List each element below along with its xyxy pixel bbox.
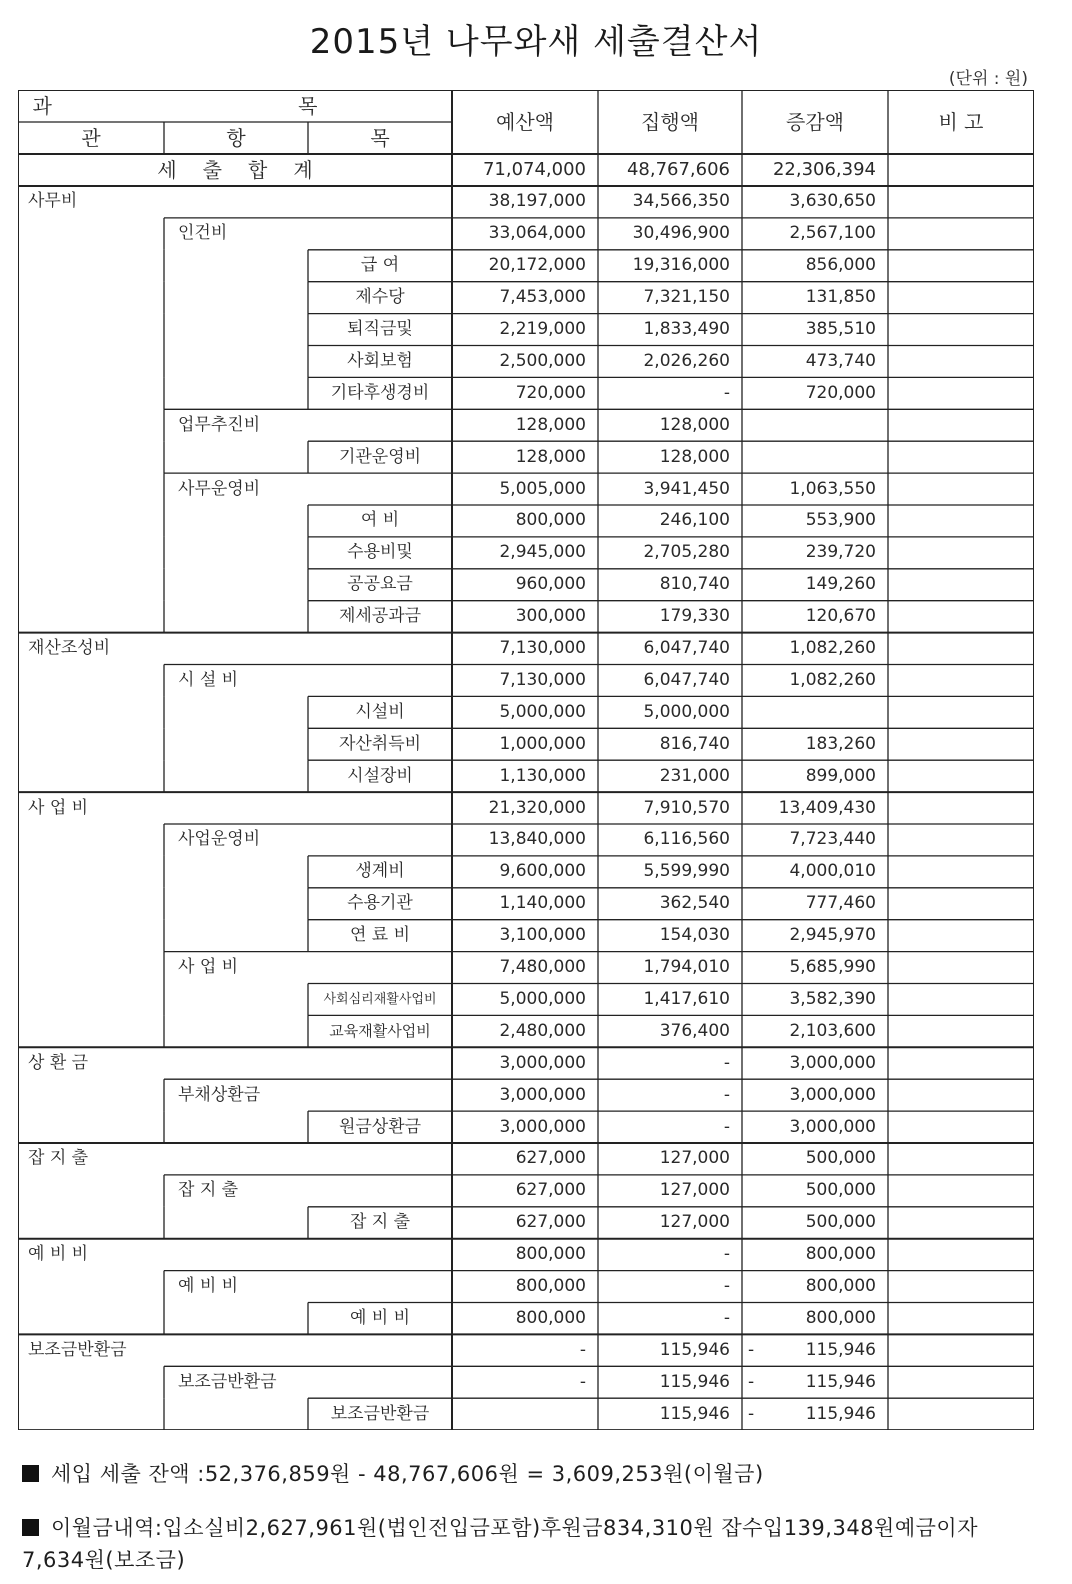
row-budget: 627,000 [515,1212,586,1233]
header-mok: 목 [370,126,390,150]
row-executed: 127,000 [659,1212,730,1233]
row-budget: 2,480,000 [499,1020,586,1041]
row-diff: 115,946 [805,1403,876,1424]
row-budget [452,1398,598,1430]
row-gwan: 재산조성비 [28,638,111,659]
row-executed: 127,000 [659,1180,730,1201]
row-executed: 30,496,900 [632,223,730,244]
row-mok: 여 비 [360,510,400,531]
row-diff: 800,000 [805,1244,876,1265]
row-mok: 퇴직금및 [347,319,413,340]
negative-sign: - [748,1404,755,1425]
row-executed: 5,000,000 [643,701,730,722]
row-diff: 856,000 [805,255,876,276]
row-mok: 시설장비 [347,765,413,786]
row-mok: 시설비 [355,701,405,722]
row-budget: 627,000 [515,1180,586,1201]
row-mok: 보조금반환금 [330,1403,430,1424]
row-diff: 131,850 [805,287,876,308]
row-executed: 19,316,000 [632,255,730,276]
row-budget: 1,140,000 [499,893,586,914]
header-gwan: 관 [81,126,101,150]
row-diff: 720,000 [805,382,876,403]
row-diff: 5,685,990 [789,957,876,978]
row-executed: 231,000 [659,765,730,786]
row-diff: 385,510 [805,319,876,340]
row-diff: 2,567,100 [789,223,876,244]
row-diff: 4,000,010 [789,861,876,882]
row-budget: 3,100,000 [499,925,586,946]
row-budget: - [579,1371,586,1392]
row-executed: 6,047,740 [643,669,730,690]
row-budget: 800,000 [515,1307,586,1328]
header-gwamok: 과 목 [32,94,438,118]
row-budget: - [579,1339,586,1360]
row-budget: 2,219,000 [499,319,586,340]
row-diff: 3,000,000 [789,1052,876,1073]
row-diff: 239,720 [805,542,876,563]
row-executed: 115,946 [659,1371,730,1392]
row-executed: 7,910,570 [643,797,730,818]
row-diff: 500,000 [805,1180,876,1201]
row-executed: 154,030 [659,925,730,946]
header-remark: 비 고 [938,110,984,134]
total-diff: 22,306,394 [772,159,876,180]
row-budget: 2,500,000 [499,350,586,371]
row-executed: - [723,1244,730,1265]
row-executed: - [723,382,730,403]
row-mok: 원금상환금 [338,1116,422,1137]
row-hang: 사무운영비 [178,478,261,499]
row-diff: 1,063,550 [789,478,876,499]
row-budget: 1,000,000 [499,733,586,754]
row-executed: 1,794,010 [643,957,730,978]
row-diff: 2,103,600 [789,1020,876,1041]
header-hang: 항 [226,126,246,150]
row-executed: 6,047,740 [643,638,730,659]
row-mok: 기타후생경비 [330,382,430,403]
row-diff: 3,582,390 [789,988,876,1009]
row-hang: 사 업 비 [178,957,239,978]
row-budget: 2,945,000 [499,542,586,563]
row-mok: 잡 지 출 [349,1212,411,1233]
row-mok: 예 비 비 [349,1307,411,1328]
row-budget: 1,130,000 [499,765,586,786]
total-budget: 71,074,000 [482,159,586,180]
row-diff [742,696,888,728]
row-diff [742,409,888,441]
row-executed: 246,100 [659,510,730,531]
header-executed: 집행액 [641,110,699,134]
row-mok: 수용기관 [347,893,413,914]
negative-sign: - [748,1340,755,1361]
row-mok: 교육재활사업비 [329,1021,431,1040]
row-budget: 800,000 [515,510,586,531]
row-budget: 9,600,000 [499,861,586,882]
square-bullet-icon [22,1519,39,1536]
row-executed: 7,321,150 [643,287,730,308]
row-budget: 3,000,000 [499,1052,586,1073]
row-budget: 7,130,000 [499,638,586,659]
row-budget: 21,320,000 [488,797,586,818]
row-hang: 부채상환금 [178,1084,261,1105]
row-budget: 20,172,000 [488,255,586,276]
balance-text: 세입 세출 잔액 :52,376,859원 - 48,767,606원 = 3,609,253원(이월금) [51,1462,764,1486]
negative-sign: - [748,1372,755,1393]
row-executed: 2,026,260 [643,350,730,371]
row-diff: 800,000 [805,1276,876,1297]
row-executed: - [723,1307,730,1328]
row-executed: 2,705,280 [643,542,730,563]
row-budget: 5,000,000 [499,701,586,722]
row-budget: 300,000 [515,606,586,627]
row-mok: 사회보험 [347,350,413,371]
row-mok: 생계비 [355,861,405,882]
row-diff: 2,945,970 [789,925,876,946]
row-executed: 127,000 [659,1148,730,1169]
row-diff: 13,409,430 [778,797,876,818]
row-gwan: 사 업 비 [28,797,89,818]
row-budget: 720,000 [515,382,586,403]
row-budget: 5,000,000 [499,988,586,1009]
row-hang: 시 설 비 [178,669,239,690]
row-mok: 급 여 [360,255,400,276]
row-diff: 553,900 [805,510,876,531]
row-diff: 1,082,260 [789,669,876,690]
row-diff: 3,000,000 [789,1084,876,1105]
row-diff: 500,000 [805,1148,876,1169]
row-hang: 업무추진비 [178,414,261,435]
carryover-note [22,1512,1022,1576]
row-diff [742,441,888,473]
row-mok: 제세공과금 [338,606,422,627]
unit-label: (단위 : 원) [948,69,1028,89]
row-diff: 7,723,440 [789,829,876,850]
row-mok: 수용비및 [347,542,413,563]
row-mok: 자산취득비 [338,733,422,754]
row-diff: 3,000,000 [789,1116,876,1137]
row-executed: 115,946 [659,1339,730,1360]
row-budget: 800,000 [515,1244,586,1265]
row-hang: 보조금반환금 [178,1371,277,1392]
row-diff: 183,260 [805,733,876,754]
row-budget: 3,000,000 [499,1084,586,1105]
row-gwan: 상 환 금 [28,1052,89,1073]
row-hang: 예 비 비 [178,1276,239,1297]
total-label: 세출합계 [157,158,339,182]
document-title: 2015년 나무와새 세출결산서 [309,22,763,62]
total-executed: 48,767,606 [626,159,730,180]
row-executed: 179,330 [659,606,730,627]
header-budget: 예산액 [496,110,554,134]
row-mok: 기관운영비 [338,446,422,467]
row-budget: 7,130,000 [499,669,586,690]
row-executed: 34,566,350 [632,191,730,212]
row-executed: 115,946 [659,1403,730,1424]
row-budget: 128,000 [515,446,586,467]
row-executed: - [723,1052,730,1073]
row-mok: 제수당 [355,287,405,308]
row-budget: 5,005,000 [499,478,586,499]
row-mok: 연 료 비 [349,925,411,946]
row-diff: 800,000 [805,1307,876,1328]
row-diff: 500,000 [805,1212,876,1233]
row-budget: 7,453,000 [499,287,586,308]
row-executed: - [723,1084,730,1105]
row-budget: 7,480,000 [499,957,586,978]
row-budget: 3,000,000 [499,1116,586,1137]
row-executed: 128,000 [659,414,730,435]
row-gwan: 사무비 [28,191,78,212]
row-diff: 115,946 [805,1339,876,1360]
row-executed: - [723,1276,730,1297]
row-budget: 800,000 [515,1276,586,1297]
balance-note [22,1458,764,1488]
row-executed: 128,000 [659,446,730,467]
budget-table [18,90,1034,1430]
row-budget: 960,000 [515,574,586,595]
carryover-text: 이월금내역:입소실비2,627,961원(법인전입금포함)후원금834,310원 잡수입139,348원예금이자7,634원(보조금) [22,1516,978,1572]
row-executed: 5,599,990 [643,861,730,882]
row-diff: 115,946 [805,1371,876,1392]
row-hang: 사업운영비 [178,829,261,850]
row-executed: 816,740 [659,733,730,754]
row-budget: 627,000 [515,1148,586,1169]
row-mok: 사회심리재활사업비 [323,991,437,1007]
row-executed: - [723,1116,730,1137]
row-diff: 120,670 [805,606,876,627]
row-executed: 376,400 [659,1020,730,1041]
square-bullet-icon [22,1465,39,1482]
row-gwan: 보조금반환금 [28,1339,127,1360]
row-mok: 공공요금 [347,574,413,595]
row-diff: 777,460 [805,893,876,914]
row-executed: 362,540 [659,893,730,914]
header-diff: 증감액 [786,110,844,134]
row-gwan: 잡 지 출 [28,1148,89,1169]
row-executed: 6,116,560 [643,829,730,850]
row-executed: 810,740 [659,574,730,595]
row-diff: 899,000 [805,765,876,786]
row-executed: 1,833,490 [643,319,730,340]
row-diff: 1,082,260 [789,638,876,659]
row-budget: 38,197,000 [488,191,586,212]
row-executed: 3,941,450 [643,478,730,499]
row-budget: 128,000 [515,414,586,435]
row-hang: 인건비 [178,223,228,244]
row-budget: 33,064,000 [488,223,586,244]
row-gwan: 예 비 비 [28,1244,89,1265]
row-diff: 473,740 [805,350,876,371]
row-diff: 3,630,650 [789,191,876,212]
row-hang: 잡 지 출 [178,1180,239,1201]
row-diff: 149,260 [805,574,876,595]
row-budget: 13,840,000 [488,829,586,850]
row-executed: 1,417,610 [643,988,730,1009]
